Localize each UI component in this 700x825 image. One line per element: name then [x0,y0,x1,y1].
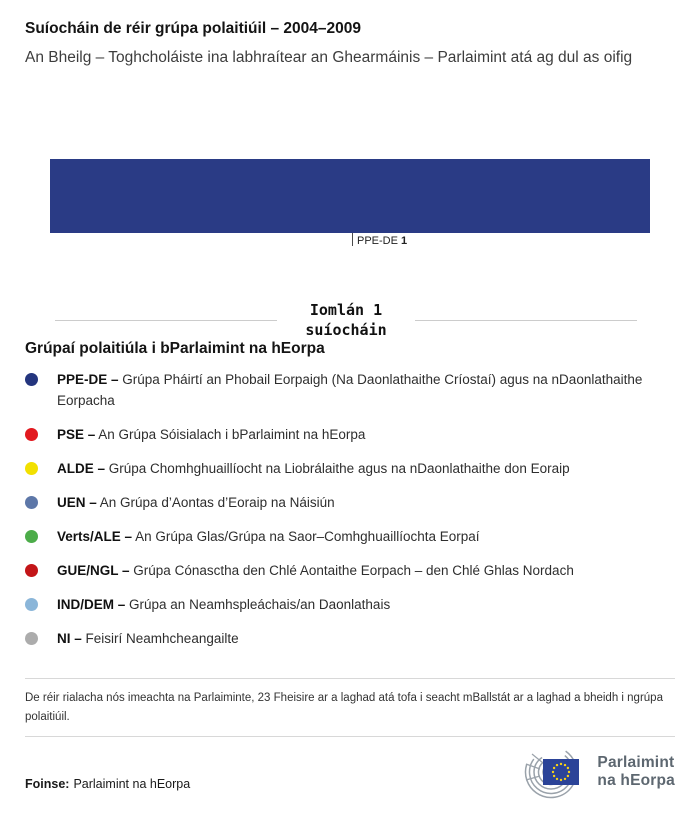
legend-text [57,425,365,446]
total-seats-line2: suíocháin [305,320,387,339]
legend-heading: Grúpaí polaitiúla i bParlaimint na hEorpa [25,340,325,358]
page-title: Suíocháin de réir grúpa polaitiúil – 2004–2009 [25,20,361,37]
ep-logo-line1: Parlaimint [597,754,675,772]
divider-line-left [55,320,277,321]
legend-item-ind-dem [25,595,675,616]
legend-text [57,561,574,582]
legend-list [25,370,675,649]
legend-code: ALDE – [57,461,106,477]
legend-description: An Grúpa d’Aontas d’Eoraip na Náisiún [99,495,335,511]
legend-description: Grúpa Pháirtí an Phobail Eorpaigh (Na Daonlathaithe Críostaí) agus na nDaonlathaithe Eorpacha [57,372,643,409]
legend-description: An Grúpa Glas/Grúpa na Saor–Comhghuaillíochta Eorpaí [135,529,480,545]
legend-code: UEN – [57,495,97,511]
page-subtitle: An Bheilg – Toghcholáiste ina labhraítear an Ghearmáinis – Parlaimint atá ag dul as oifig [25,49,633,66]
legend-dot-verts-ale [25,530,38,543]
footnote-text: De réir rialacha nós imeachta na Parlaiminte, 23 Fheisire ar a laghad atá tofa i seacht mBallstát ar a laghad a bheidh i ngrúpa polaitiúil. [25,691,663,723]
ep-logo-line2: na hEorpa [597,771,675,789]
seats-bar-chart [50,159,650,251]
legend-item-pse [25,425,675,446]
divider-line-right [415,320,637,321]
source-line [25,777,190,791]
bar-tick-mark [352,233,353,246]
legend-code: NI – [57,630,82,646]
bar-segment-code: PPE-DE [357,235,398,248]
legend-item-ppe-de [25,370,675,412]
legend-description: Grúpa Chomhghuaillíocht na Liobrálaithe agus na nDaonlathaithe don Eoraip [108,461,570,477]
footer-row [25,745,675,799]
footnote-divider-bottom [25,736,675,737]
legend-dot-pse [25,428,38,441]
legend-dot-ppe-de [25,373,38,386]
legend-code: PSE – [57,427,96,443]
legend-item-alde [25,459,675,480]
legend-dot-gue-ngl [25,564,38,577]
european-parliament-logo [517,745,675,799]
legend-dot-alde [25,462,38,475]
legend-text [57,527,480,548]
legend-text [57,629,239,650]
legend-text [57,595,390,616]
legend-description: Grúpa Cónasctha den Chlé Aontaithe Eorpach – den Chlé Ghlas Nordach [133,563,574,578]
legend-code: Verts/ALE – [57,529,133,545]
footnote-divider-top [25,678,675,679]
total-divider [25,301,675,340]
source-label: Foinse: [25,776,70,791]
legend-text [57,493,335,514]
legend-description: An Grúpa Sóisialach i bParlaimint na hEorpa [98,427,366,443]
legend-dot-ind-dem [25,598,38,611]
legend-code: IND/DEM – [57,596,126,612]
legend-code: GUE/NGL – [57,563,130,578]
total-seats-line1: Iomlán 1 [309,301,383,320]
legend-item-gue-ngl [25,561,675,582]
legend-dot-ni [25,632,38,645]
legend-dot-uen [25,496,38,509]
legend-code: PPE-DE – [57,372,119,388]
source-value: Parlaimint na hEorpa [73,776,191,791]
legend-description: Grúpa an Neamhspleáchais/an Daonlathais [129,596,391,612]
legend-item-uen [25,493,675,514]
bar-segment-label [357,235,407,247]
legend-item-verts-ale [25,527,675,548]
total-seats-label [277,301,414,340]
legend-text [57,459,570,480]
legend-text [57,370,665,412]
ep-hemicycle-icon [517,745,589,799]
ep-logo-wordmark [597,754,675,789]
legend-item-ni [25,629,675,650]
bar-segment-ppe-de [50,159,650,233]
legend-description: Feisirí Neamhcheangailte [85,630,239,646]
bar-segment-value: 1 [400,235,408,248]
